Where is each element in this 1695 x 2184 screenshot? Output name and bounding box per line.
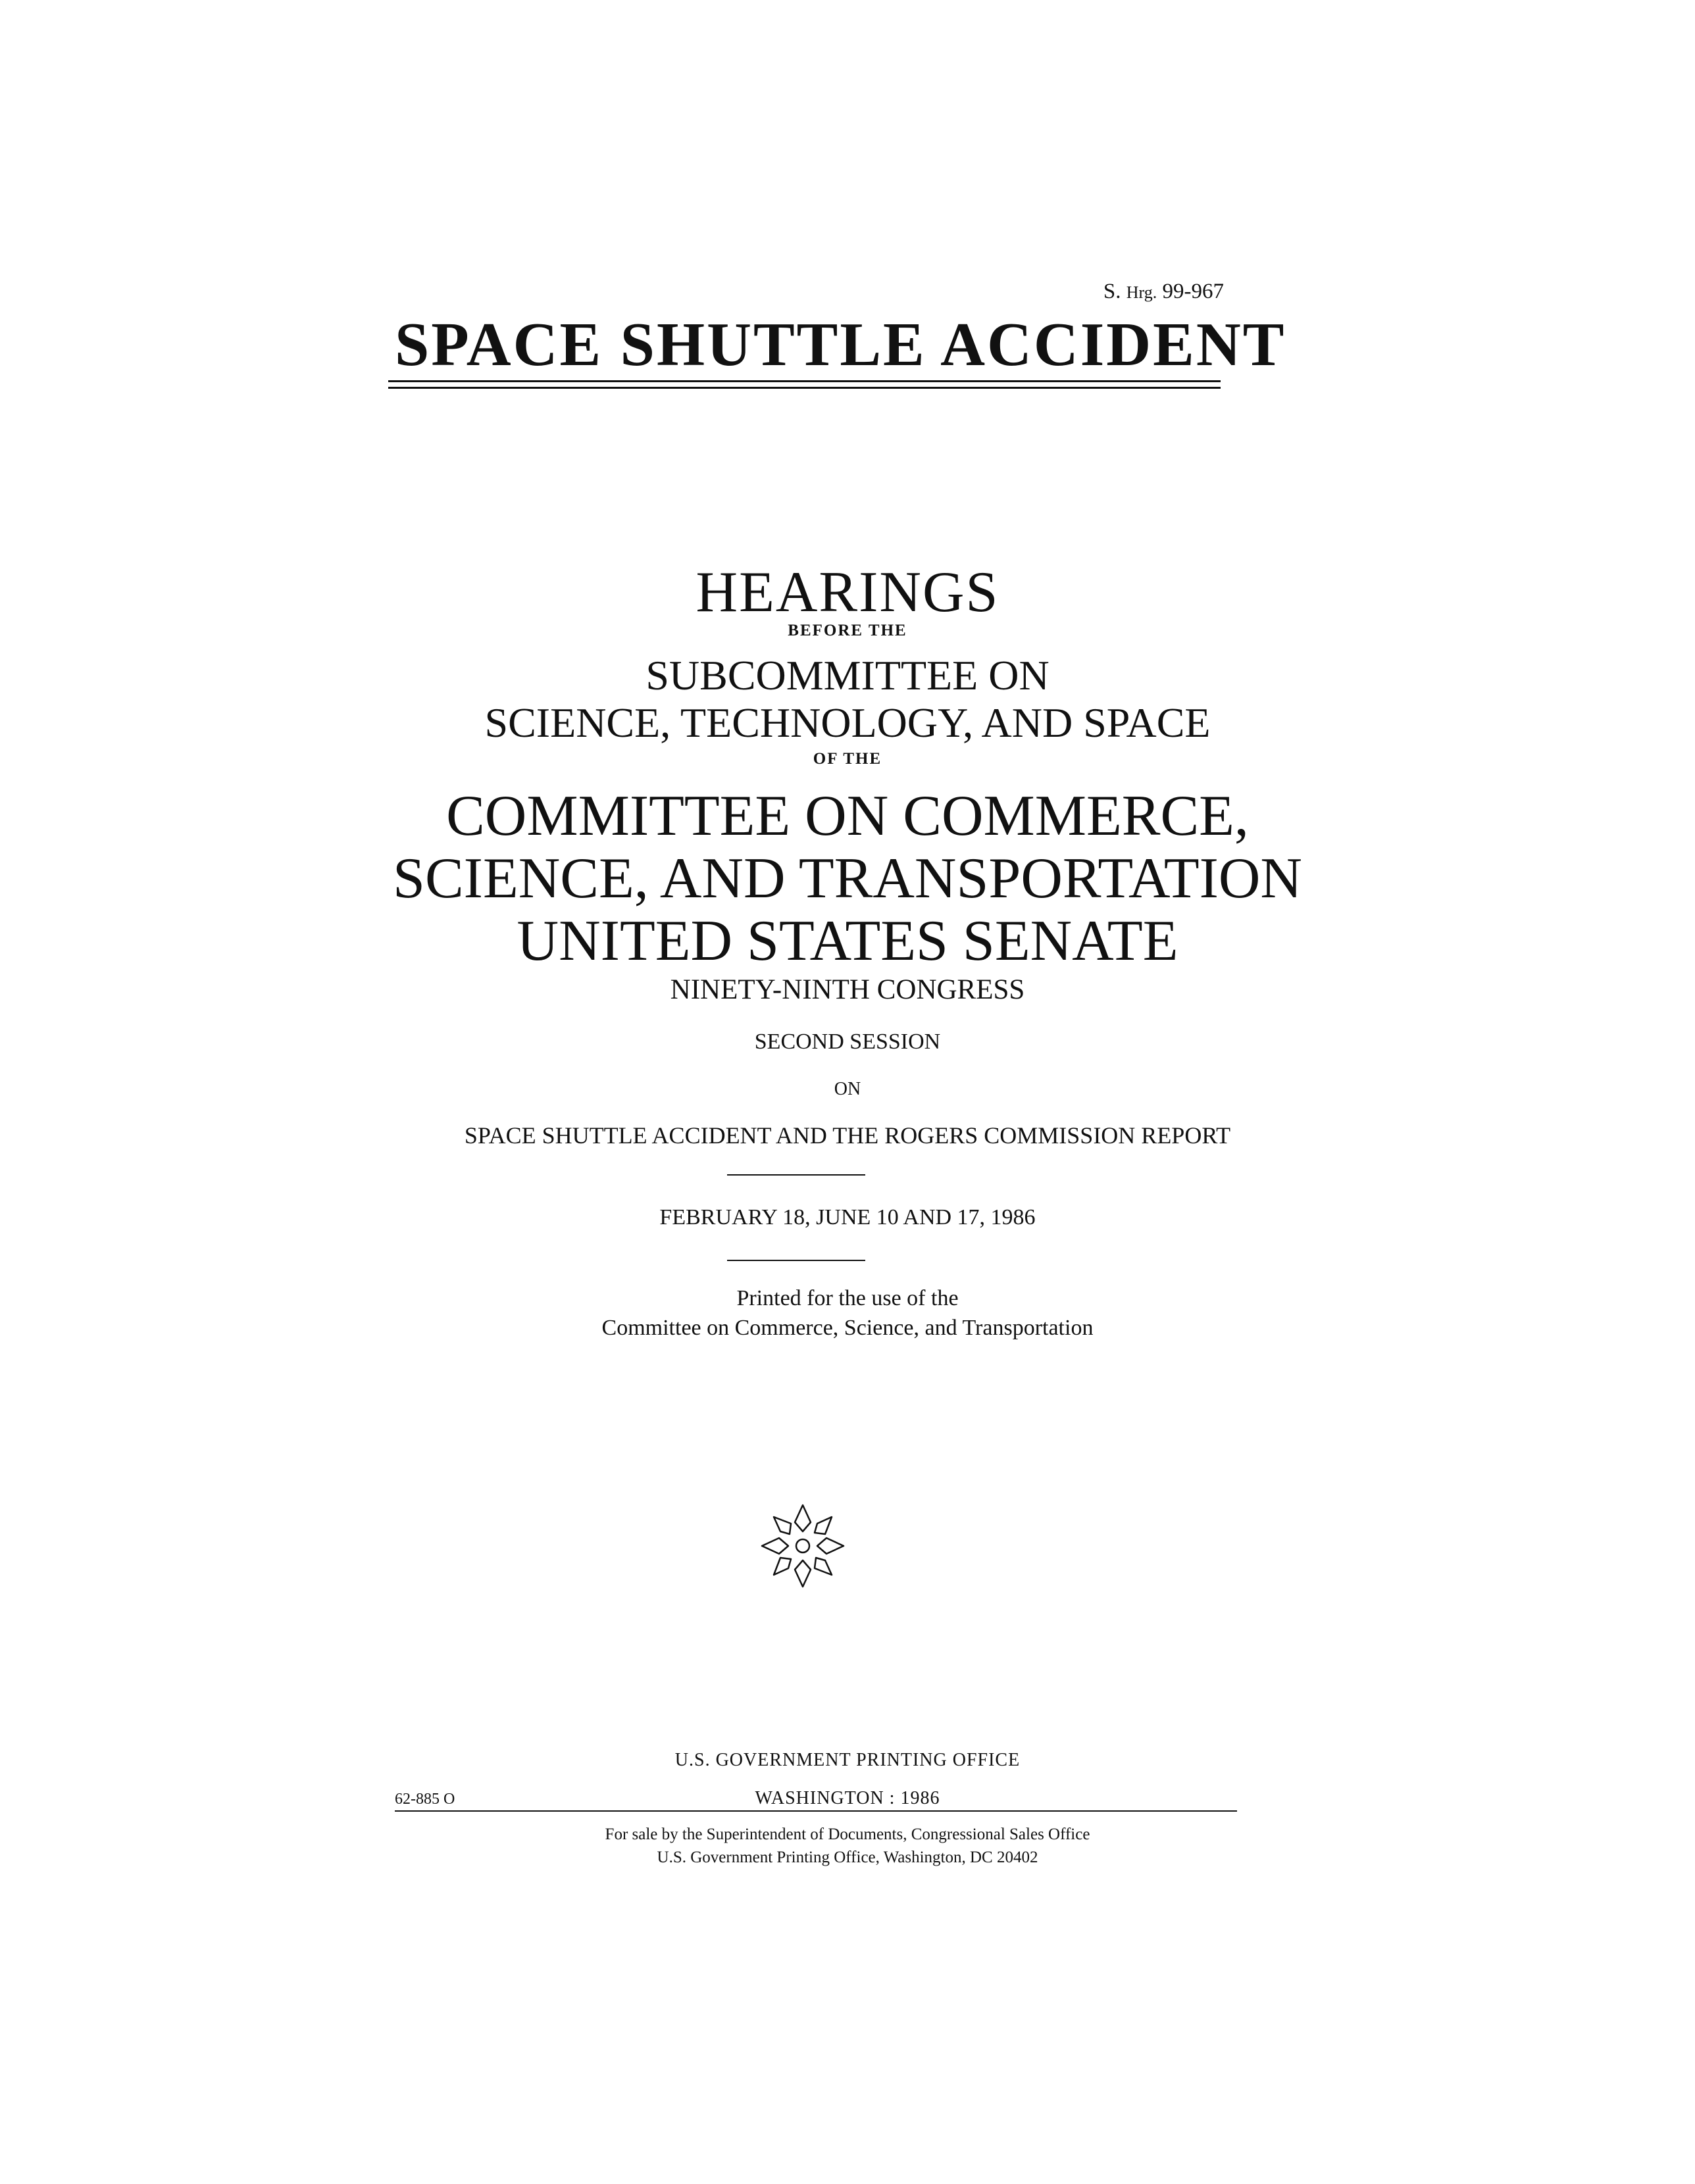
footer-rule [395,1810,1237,1812]
hearing-number [1053,280,1224,304]
separator-rule-1 [727,1174,865,1176]
main-title: SPACE SHUTTLE ACCIDENT [395,310,1286,379]
sale-notice-line-1: For sale by the Superintendent of Documents, Congressional Sales Office [605,1825,1090,1843]
hearing-hrg: Hrg. [1126,283,1157,302]
jacket-number: 62-885 O [395,1791,455,1808]
of-the-label: OF THE [813,750,882,768]
subcommittee-line-1: SUBCOMMITTEE ON [645,652,1050,699]
hearing-dates: FEBRUARY 18, JUNE 10 AND 17, 1986 [659,1205,1036,1229]
committee-line-1: COMMITTEE ON COMMERCE, [446,784,1249,848]
committee-line-2: SCIENCE, AND TRANSPORTATION [393,847,1302,910]
hearing-number-value: 99-967 [1157,280,1224,303]
before-the-label: BEFORE THE [788,622,907,639]
congress-line: NINETY-NINTH CONGRESS [670,974,1025,1005]
gpo-seal-icon [757,1500,849,1592]
place-year-line: WASHINGTON : 1986 [755,1788,940,1808]
sale-notice-line-2: U.S. Government Printing Office, Washington, DC 20402 [657,1849,1038,1866]
heading-hearings: HEARINGS [696,560,999,624]
title-rule-bottom [388,387,1221,389]
subject-line: SPACE SHUTTLE ACCIDENT AND THE ROGERS COMMISSION REPORT [464,1122,1231,1149]
separator-rule-2 [727,1260,865,1261]
subcommittee-line-2: SCIENCE, TECHNOLOGY, AND SPACE [484,699,1211,746]
senate-line: UNITED STATES SENATE [517,909,1178,973]
on-label: ON [834,1079,861,1099]
session-line: SECOND SESSION [754,1030,941,1054]
printed-for-line-2: Committee on Commerce, Science, and Transportation [601,1316,1094,1340]
publisher-line: U.S. GOVERNMENT PRINTING OFFICE [674,1750,1021,1770]
printed-for-line-1: Printed for the use of the [736,1286,959,1310]
hearing-prefix: S. [1103,280,1126,303]
title-rule-top [388,380,1221,382]
